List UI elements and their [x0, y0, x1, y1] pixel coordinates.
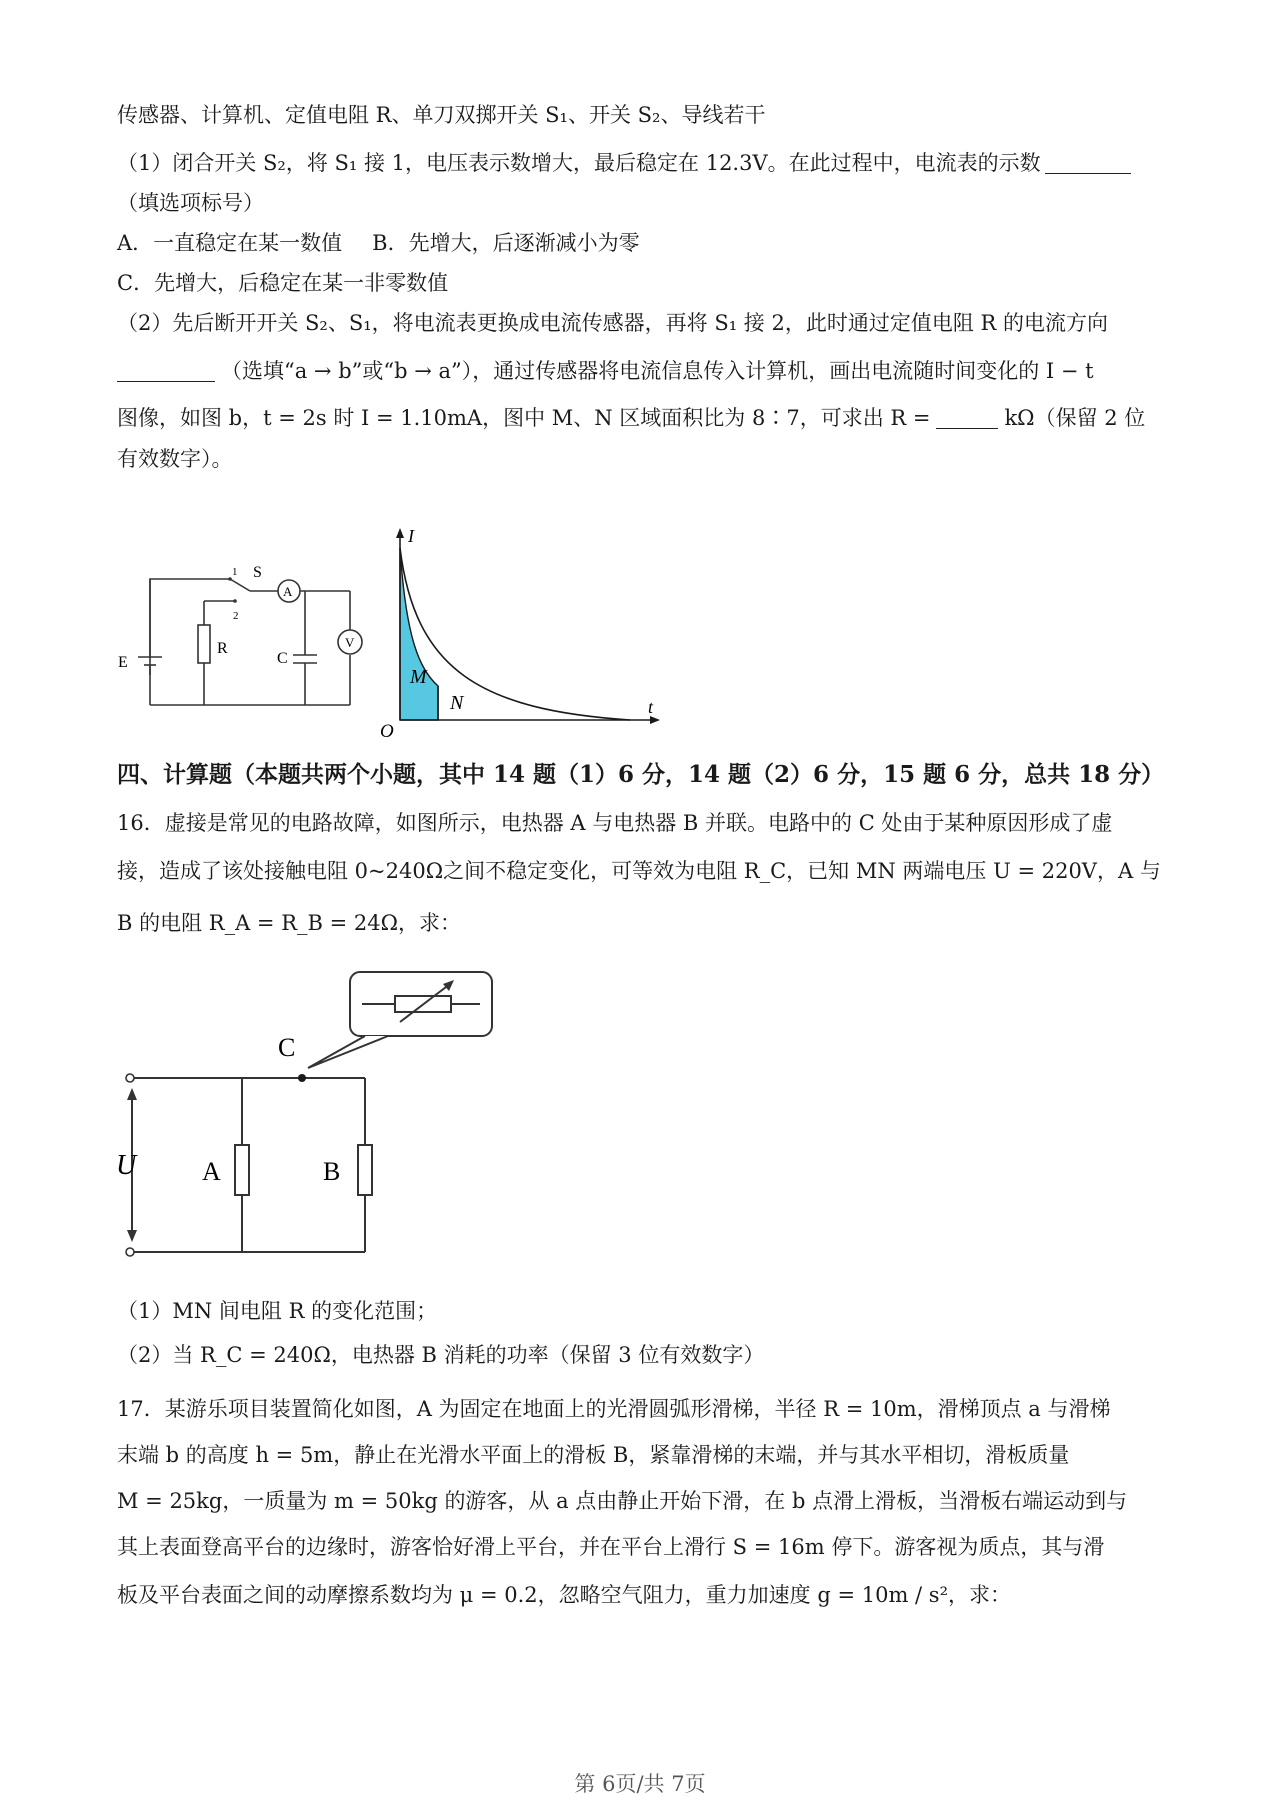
- q17-line4: 其上表面登高平台的边缘时，游客恰好滑上平台，并在平台上滑行 S = 16m 停下。游客视为质点，其与滑: [117, 1535, 1105, 1559]
- label-origin: O: [380, 721, 394, 740]
- current-time-graph: [370, 520, 670, 740]
- q15-part2-line2-text: （选填“a → b”或“b → a”），通过传感器将电流信息传入计算机，画出电流随时间变化的 I − t: [221, 359, 1094, 383]
- label-voltmeter: V: [345, 635, 355, 650]
- q16-sub1: （1）MN 间电阻 R 的变化范围；: [117, 1299, 438, 1323]
- label-c: C: [277, 650, 288, 667]
- q15-part2-line3-text: 图像，如图 b，t = 2s 时 I = 1.10mA，图中 M、N 区域面积比为 8∶7，可求出 R =: [117, 406, 931, 430]
- q15-part2-line3: [117, 403, 1145, 433]
- q16-line3: B 的电阻 R_A = R_B = 24Ω，求：: [117, 911, 462, 935]
- label-r: R: [217, 640, 228, 657]
- q17-line5: 板及平台表面之间的动摩擦系数均为 μ = 0.2，忽略空气阻力，重力加速度 g = 10m / s²，求：: [117, 1583, 1011, 1607]
- switch-position-1: 1: [232, 566, 238, 578]
- answer-blank-2[interactable]: [117, 359, 215, 382]
- switch-position-2: 2: [233, 610, 239, 622]
- q16-sub2: （2）当 R_C = 240Ω，电热器 B 消耗的功率（保留 3 位有效数字）: [117, 1343, 765, 1367]
- label-c: C: [278, 1033, 296, 1062]
- q15-part2-line1: （2）先后断开开关 S₂、S₁，将电流表更换成电流传感器，再将 S₁ 接 2，此时通过定值电阻 R 的电流方向: [117, 311, 1108, 335]
- section-heading: 四、计算题（本题共两个小题，其中 14 题（1）6 分，14 题（2）6 分，15 题 6 分，总共 18 分）: [117, 761, 1165, 788]
- label-b: B: [323, 1157, 341, 1186]
- option-b-label: B．先增大，后逐渐减小为零: [372, 231, 640, 255]
- answer-blank-1[interactable]: [1045, 151, 1131, 174]
- q17-line3: M = 25kg，一质量为 m = 50kg 的游客，从 a 点由静止开始下滑，在 b 点滑上滑板，当滑板右端运动到与: [117, 1489, 1128, 1513]
- option-a-label: A．一直稳定在某一数值: [117, 231, 343, 255]
- label-u: U: [116, 1150, 137, 1181]
- page-footer: 第 6页/共 7页: [574, 1772, 706, 1796]
- q15-part1-hint: （填选项标号）: [117, 191, 264, 215]
- resistor-r: [198, 625, 210, 663]
- q15-part2-line4: 有效数字）。: [117, 447, 233, 471]
- q15-part1-stem: （1）闭合开关 S₂，将 S₁ 接 1，电压表示数增大，最后稳定在 12.3V。在此过程中，电流表的示数: [117, 151, 1041, 175]
- q15-part1-text: [117, 148, 1131, 178]
- q15-option-c: C．先增大，后稳定在某一非零数值: [117, 271, 449, 295]
- label-n: N: [450, 692, 464, 714]
- q15-option-a: [117, 228, 640, 258]
- label-t: t: [648, 697, 654, 717]
- label-e: E: [118, 654, 128, 671]
- contact-point-c: [298, 1074, 306, 1082]
- label-ammeter: A: [283, 584, 293, 599]
- q17-line1: 17．某游乐项目装置简化如图，A 为固定在地面上的光滑圆弧形滑梯，半径 R = 10m，滑梯顶点 a 与滑梯: [117, 1397, 1111, 1421]
- label-s: S: [253, 564, 262, 581]
- label-a: A: [202, 1157, 221, 1186]
- intro-line: 传感器、计算机、定值电阻 R、单刀双掷开关 S₁、开关 S₂、导线若干: [117, 103, 766, 127]
- q15-part2-line3-tail: kΩ（保留 2 位: [1004, 406, 1146, 430]
- label-i: I: [408, 526, 414, 546]
- region-m: [400, 548, 438, 720]
- answer-blank-3[interactable]: [936, 406, 998, 429]
- q17-line2: 末端 b 的高度 h = 5m，静止在光滑水平面上的滑板 B，紧靠滑梯的末端，并与其水平相切，滑板质量: [117, 1443, 1070, 1467]
- parallel-heater-circuit: [110, 970, 510, 1270]
- q16-line1: 16．虚接是常见的电路故障，如图所示，电热器 A 与电热器 B 并联。电路中的 C 处由于某种原因形成了虚: [117, 811, 1113, 835]
- label-m: M: [410, 666, 427, 688]
- q16-line2: 接，造成了该处接触电阻 0~240Ω之间不稳定变化，可等效为电阻 R_C，已知 MN 两端电压 U = 220V，A 与: [117, 859, 1161, 883]
- heater-b: [358, 1145, 372, 1195]
- heater-a: [235, 1145, 249, 1195]
- q15-part2-line2: [117, 356, 1094, 386]
- capacitor-circuit-diagram: [110, 555, 380, 725]
